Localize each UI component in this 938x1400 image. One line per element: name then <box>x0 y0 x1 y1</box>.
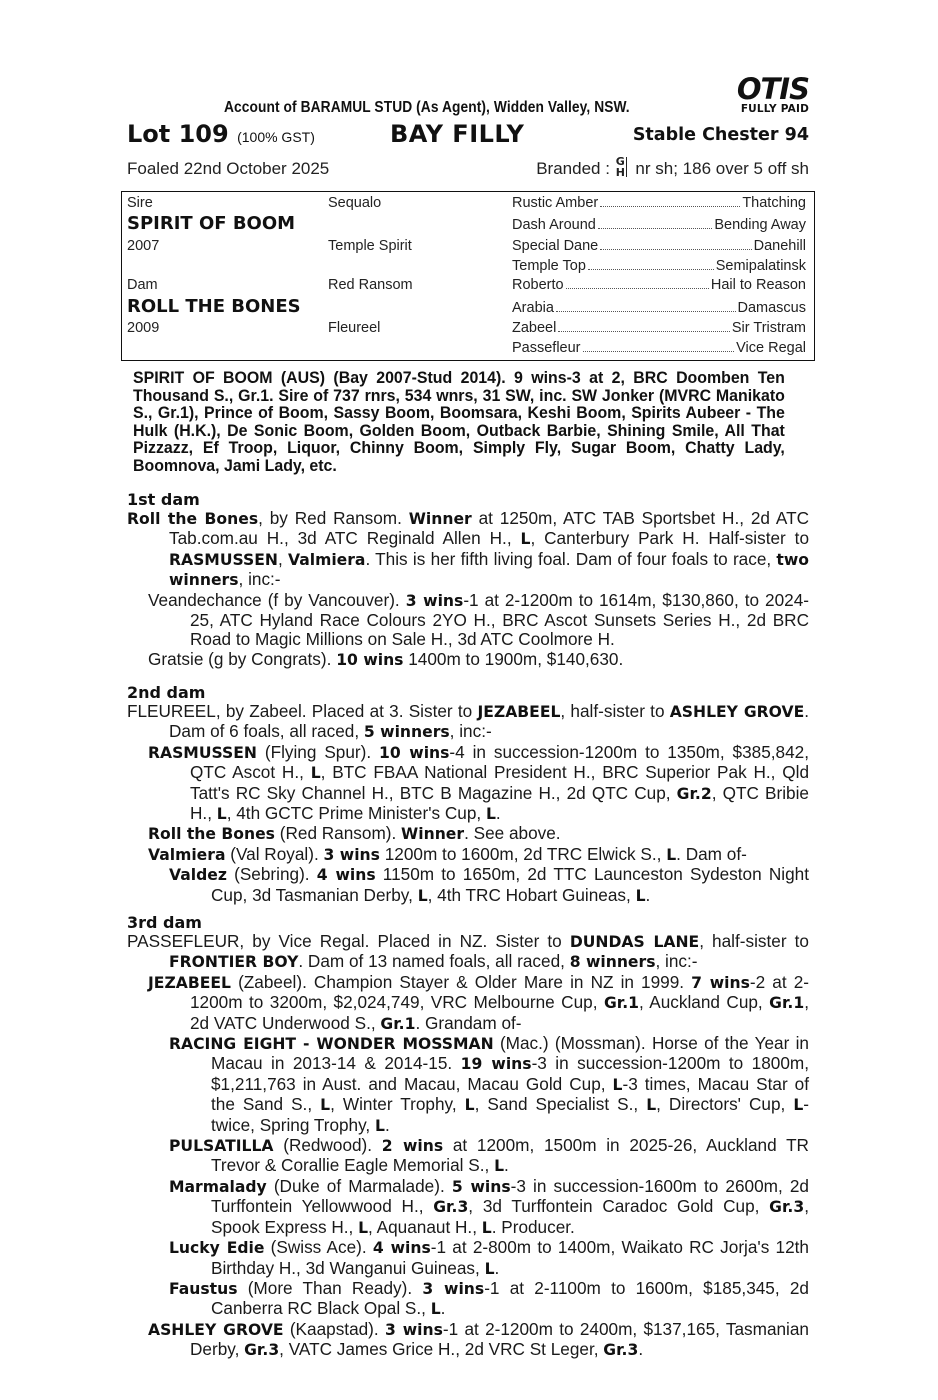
pedigree-entry: Roll the Bones, by Red Ransom. Winner at 1250m, ATC TAB Sportsbet H., 2d ATC Tab.com.au H., 3d ATC Reginald Allen H., L, Canterbury Park H. Half-sister to RASMUSSEN, Valmiera. This is her fifth living foal. Dam of four foals to race, two winners, inc:- <box>127 508 809 590</box>
pedigree-entry: Faustus (More Than Ready). 3 wins-1 at 2-1100m to 1600m, $185,345, 2d Canberra RC Black Opal S., L. <box>169 1277 809 1319</box>
pedigree-entry: FLEUREEL, by Zabeel. Placed at 3. Sister to JEZABEEL, half-sister to ASHLEY GROVE. Dam of 6 foals, all raced, 5 winners, inc:- <box>127 701 809 742</box>
stable-location: Stable Chester 94 <box>632 125 809 145</box>
section-2nd-dam <box>127 683 809 906</box>
branding-info <box>536 155 809 179</box>
lot-label: Lot 109 <box>127 120 229 148</box>
grandparent-row: Dash Around Bending Away <box>512 217 806 233</box>
gst-note: (100% GST) <box>237 129 315 145</box>
section-3rd-dam <box>127 913 809 1361</box>
grandparent-row: Rustic Amber Thatching <box>512 195 806 211</box>
pedigree-entry: Veandechance (f by Vancouver). 3 wins-1 at 2-1200m to 1614m, $130,860, to 2024-25, ATC Hyland Race Colours 2YO H., BRC Ascot Sunsets Series H., 2d BRC Road to Magic Millions on Sale H., 3d ATC Coolmore H. <box>148 589 810 650</box>
pedigree-entry: Marmalady (Duke of Marmalade). 5 wins-3 in succession-1600m to 2600m, 2d Turffontein Yellowwood H., Gr.3, 3d Turffontein Caradoc Gold Cup, Gr.3, Spook Express H., L, Aquanaut H., L. Producer. <box>169 1175 809 1237</box>
pedigree-entry: Valmiera (Val Royal). 3 wins 1200m to 1600m, 2d TRC Elwick S., L. Dam of- <box>148 843 747 864</box>
pedigree-entry: PASSEFLEUR, by Vice Regal. Placed in NZ. Sister to DUNDAS LANE, half-sister to FRONTIER BOY. Dam of 13 named foals, all raced, 8 winners, inc:- <box>127 931 809 972</box>
grandparent-row: Special Dane Danehill <box>512 238 806 254</box>
sire-summary: SPIRIT OF BOOM (AUS) (Bay 2007-Stud 2014). 9 wins-3 at 2, BRC Doomben Ten Thousand S., Gr.1. Sire of 737 rnrs, 534 wnrs, 31 SW, inc. SW Jonker (MVRC Manikato S., Gr.1), Prince of Boom, Sassy Boom, Boomsara, Keshi Boom, Spirits Aubeer - The Hulk (H.K.), De Sonic Boom, Golden Boom, Outback Barbie, Shining Smile, All That Pizzazz, Ef Troop, Liquor, Chinny Boom, Simply Fly, Sugar Boom, Chatty Lady, Boomnova, Jami Lady, etc. <box>133 369 785 475</box>
lot-number <box>127 120 315 148</box>
sire-dam: Temple Spirit <box>328 238 412 254</box>
pedigree-table <box>121 191 815 361</box>
sire-sire: Sequalo <box>328 195 382 211</box>
section-title: 3rd dam <box>127 913 202 932</box>
pedigree-entry: ASHLEY GROVE (Kaapstad). 3 wins-1 at 2-1200m to 2400m, $137,165, Tasmanian Derby, Gr.3, VATC James Grice H., 2d VRC St Leger, Gr.3. <box>148 1318 809 1360</box>
pedigree-entry: RASMUSSEN (Flying Spur). 10 wins-4 in succession-1200m to 1350m, $385,842, QTC Ascot H., L, BTC FBAA National President H., BRC Superior Pak H., Qld Tatt's RC Sky Channel H., BTC B Magazine H., 2d QTC Cup, Gr.2, QTC Bribie H., L, 4th GCTC Prime Minister's Cup, L. <box>148 741 809 824</box>
fully-paid-label: FULLY PAID <box>740 103 809 115</box>
branded-label: Branded : <box>536 159 610 178</box>
otis-logo <box>723 74 809 115</box>
sire-name: SPIRIT OF BOOM <box>127 213 296 234</box>
section-1st-dam <box>127 490 809 670</box>
section-title: 1st dam <box>127 490 200 509</box>
foaled-date: Foaled 22nd October 2025 <box>127 159 330 178</box>
grandparent-row: Passefleur Vice Regal <box>512 340 806 356</box>
dam-name: ROLL THE BONES <box>127 296 301 317</box>
dam-year: 2009 <box>127 320 160 336</box>
horse-description: BAY FILLY <box>390 120 525 148</box>
dam-dam: Fleureel <box>328 320 381 336</box>
grandparent-row: Zabeel Sir Tristram <box>512 320 806 336</box>
pedigree-entry: Lucky Edie (Swiss Ace). 4 wins-1 at 2-800m to 1400m, Waikato RC Jorja's 12th Birthday H., 3d Wanganui Guineas, L. <box>169 1237 809 1278</box>
dam-sire: Red Ransom <box>328 277 413 293</box>
grandparent-row: Arabia Damascus <box>512 300 806 316</box>
section-title: 2nd dam <box>127 683 206 702</box>
pedigree-entry: PULSATILLA (Redwood). 2 wins at 1200m, 1500m in 2025-26, Auckland TR Trevor & Corallie Eagle Memorial S., L. <box>169 1135 809 1176</box>
sire-label: Sire <box>127 195 153 211</box>
pedigree-entry: Valdez (Sebring). 4 wins 1150m to 1650m, 2d TTC Launceston Sydeston Night Cup, 3d Tasmanian Derby, L, 4th TRC Hobart Guineas, L. <box>169 864 809 905</box>
pedigree-entry: Gratsie (g by Congrats). 10 wins 1400m to 1900m, $140,630. <box>148 648 624 669</box>
branded-text: nr sh; 186 over 5 off sh <box>635 159 809 178</box>
lot-row <box>127 120 809 152</box>
otis-logo-icon: OTIS <box>736 72 809 106</box>
pedigree-entry: Roll the Bones (Red Ransom). Winner. See above. <box>148 823 561 844</box>
sire-year: 2007 <box>127 238 160 254</box>
pedigree-entry: RACING EIGHT - WONDER MOSSMAN (Mac.) (Mossman). Horse of the Year in Macau in 2013-14 & 2014-15. 19 wins-3 in succession-1200m to 1800m, $1,211,763 in Aust. and Macau, Macau Gold Cup, L-3 times, Macau Star of the Sand S., L, Winter Trophy, L, Sand Specialist S., L, Directors' Cup, L-twice, Spring Trophy, L. <box>169 1033 810 1135</box>
dam-label: Dam <box>127 277 158 293</box>
vendor-account: Account of BARAMUL STUD (As Agent), Widden Valley, NSW. <box>224 99 630 116</box>
grandparent-row: Roberto Hail to Reason <box>512 277 806 293</box>
pedigree-entry: JEZABEEL (Zabeel). Champion Stayer & Older Mare in NZ in 1999. 7 wins-2 at 2-1200m to 3200m, $2,024,749, VRC Melbourne Cup, Gr.1, Auckland Cup, Gr.1, 2d VATC Underwood S., Gr.1. Grandam of- <box>148 971 809 1033</box>
grandparent-row: Temple Top Semipalatinsk <box>512 258 806 274</box>
brand-mark-icon: G H <box>615 155 625 179</box>
